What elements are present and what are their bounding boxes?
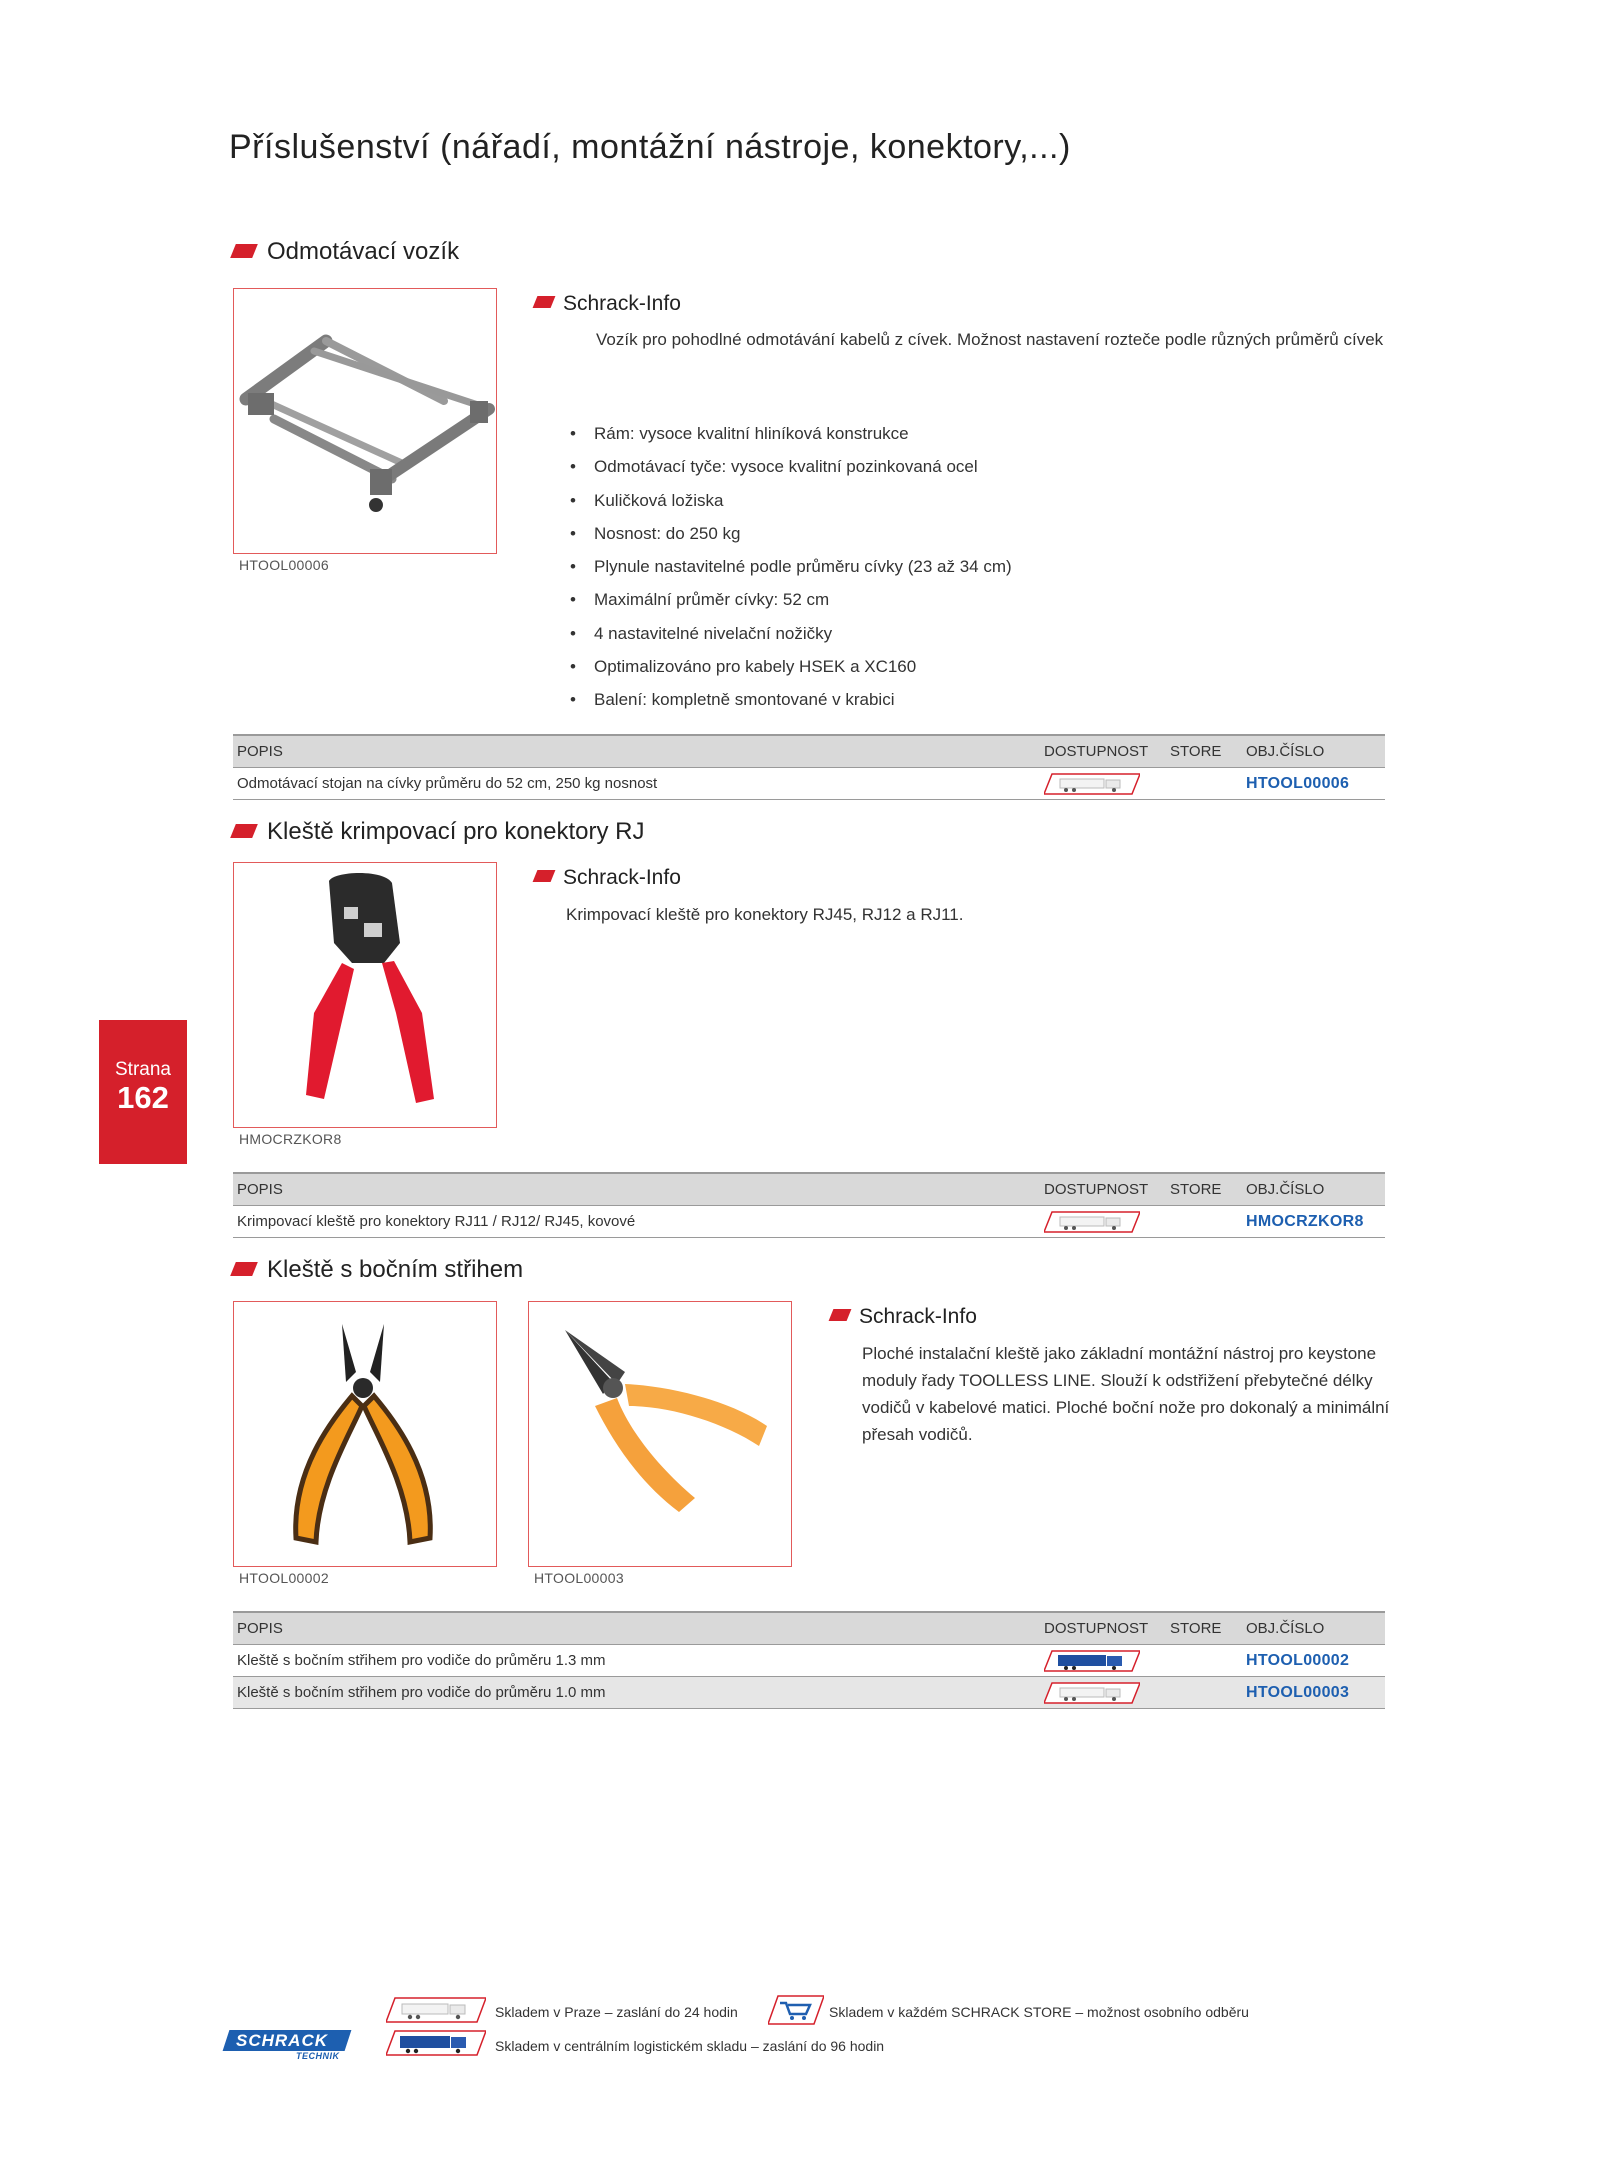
col-popis: POPIS bbox=[233, 1173, 1040, 1206]
side-cutter-illustration bbox=[529, 1302, 791, 1566]
table-row bbox=[233, 768, 1385, 800]
strana-label: Strana bbox=[115, 1059, 171, 1080]
side-cutter-illustration bbox=[234, 1302, 496, 1566]
product-code: HTOOL00003 bbox=[534, 1570, 624, 1586]
row-popis: Odmotávací stojan na cívky průměru do 52 cm, 250 kg nosnost bbox=[233, 768, 1040, 800]
row-obj-code[interactable]: HMOCRZKOR8 bbox=[1242, 1206, 1385, 1238]
section-marker-icon bbox=[230, 1262, 258, 1276]
col-dostupnost: DOSTUPNOST bbox=[1040, 1173, 1166, 1206]
availability-prague-truck-icon bbox=[1040, 768, 1166, 800]
info-marker-icon bbox=[533, 296, 556, 308]
list-item: • Plynule nastavitelné podle průměru cívky (23 až 34 cm) bbox=[570, 550, 1330, 583]
table-row bbox=[233, 1206, 1385, 1238]
product-image-crimping-tool bbox=[233, 862, 497, 1128]
schrack-logo bbox=[226, 2030, 350, 2064]
list-item: • Optimalizováno pro kabely HSEK a XC160 bbox=[570, 650, 1330, 683]
product-code: HTOOL00006 bbox=[239, 557, 329, 573]
section-title-krimpovaci-klesté bbox=[233, 818, 644, 846]
row-obj-code[interactable]: HTOOL00003 bbox=[1242, 1677, 1385, 1709]
col-popis: POPIS bbox=[233, 1612, 1040, 1645]
row-store bbox=[1166, 768, 1242, 800]
cable-reel-cart-illustration bbox=[234, 289, 496, 553]
info-description: Ploché instalační kleště jako základní montážní nástroj pro keystone moduly řady TOOLLESS LINE. Slouží k odstřižení přebytečné délky vodičů v kabelové matici. Ploché boční nože pro dokonalý a minimální přesah vodičů. bbox=[862, 1344, 1390, 1444]
strana-number: 162 bbox=[117, 1080, 169, 1115]
legend-prague: Skladem v Praze – zaslání do 24 hodin bbox=[495, 2004, 738, 2020]
crimping-tool-illustration bbox=[234, 863, 496, 1127]
table-row bbox=[233, 1645, 1385, 1677]
col-store: STORE bbox=[1166, 1173, 1242, 1206]
row-store bbox=[1166, 1206, 1242, 1238]
schrack-info-title: Schrack-Info bbox=[535, 292, 681, 316]
row-store bbox=[1166, 1677, 1242, 1709]
section-marker-icon bbox=[230, 244, 258, 258]
product-table bbox=[233, 1611, 1385, 1709]
product-table bbox=[233, 734, 1385, 800]
col-popis: POPIS bbox=[233, 735, 1040, 768]
page-title: Příslušenství (nářadí, montážní nástroje, konektory,...) bbox=[229, 128, 1071, 166]
legend-central: Skladem v centrálním logistickém skladu – zaslání do 96 hodin bbox=[495, 2038, 885, 2054]
row-popis: Kleště s bočním střihem pro vodiče do průměru 1.0 mm bbox=[233, 1677, 1040, 1709]
availability-central-truck-icon bbox=[1040, 1645, 1166, 1677]
legend-store: Skladem v každém SCHRACK STORE – možnost osobního odběru bbox=[829, 2004, 1249, 2020]
list-item: • Maximální průměr cívky: 52 cm bbox=[570, 583, 1330, 616]
availability-prague-truck-icon bbox=[1040, 1677, 1166, 1709]
product-table bbox=[233, 1172, 1385, 1238]
row-obj-code[interactable]: HTOOL00006 bbox=[1242, 768, 1385, 800]
section-title-text: Odmotávací vozík bbox=[267, 238, 460, 265]
row-popis: Kleště s bočním střihem pro vodiče do průměru 1.3 mm bbox=[233, 1645, 1040, 1677]
info-description: Krimpovací kleště pro konektory RJ45, RJ12 a RJ11. bbox=[566, 905, 964, 924]
product-image-side-cutter-1 bbox=[233, 1301, 497, 1567]
info-marker-icon bbox=[533, 870, 556, 882]
page-number-tab bbox=[99, 1020, 187, 1164]
product-image-cable-reel-cart bbox=[233, 288, 497, 554]
feature-list bbox=[570, 417, 1330, 717]
row-store bbox=[1166, 1645, 1242, 1677]
list-item: • Nosnost: do 250 kg bbox=[570, 517, 1330, 550]
section-title-klesté-bocni-strih bbox=[233, 1256, 523, 1284]
section-title-text: Kleště s bočním střihem bbox=[267, 1256, 524, 1283]
col-store: STORE bbox=[1166, 735, 1242, 768]
col-dostupnost: DOSTUPNOST bbox=[1040, 1612, 1166, 1645]
store-cart-icon bbox=[768, 1995, 824, 2025]
table-header-row bbox=[233, 735, 1385, 768]
availability-prague-truck-icon bbox=[1040, 1206, 1166, 1238]
logo-text: SCHRACK bbox=[236, 2031, 328, 2050]
col-store: STORE bbox=[1166, 1612, 1242, 1645]
section-title-text: Kleště krimpovací pro konektory RJ bbox=[267, 818, 645, 845]
logo-subtext: TECHNIK bbox=[296, 2051, 340, 2061]
list-item: • Balení: kompletně smontované v krabici bbox=[570, 683, 1330, 716]
section-marker-icon bbox=[230, 824, 258, 838]
product-code: HMOCRZKOR8 bbox=[239, 1131, 342, 1147]
col-dostupnost: DOSTUPNOST bbox=[1040, 735, 1166, 768]
info-marker-icon bbox=[829, 1309, 852, 1321]
list-item: • 4 nastavitelné nivelační nožičky bbox=[570, 617, 1330, 650]
product-code: HTOOL00002 bbox=[239, 1570, 329, 1586]
table-header-row bbox=[233, 1173, 1385, 1206]
table-header-row bbox=[233, 1612, 1385, 1645]
section-title-odmotavaci-vozik bbox=[233, 238, 459, 266]
col-obj: OBJ.ČÍSLO bbox=[1242, 735, 1385, 768]
list-item: • Odmotávací tyče: vysoce kvalitní pozinkovaná ocel bbox=[570, 450, 1330, 483]
row-popis: Krimpovací kleště pro konektory RJ11 / RJ12/ RJ45, kovové bbox=[233, 1206, 1040, 1238]
list-item: • Rám: vysoce kvalitní hliníková konstrukce bbox=[570, 417, 1330, 450]
table-row bbox=[233, 1677, 1385, 1709]
list-item: • Kuličková ložiska bbox=[570, 484, 1330, 517]
product-image-side-cutter-2 bbox=[528, 1301, 792, 1567]
schrack-info-title: Schrack-Info bbox=[535, 866, 681, 890]
central-warehouse-truck-icon bbox=[386, 2030, 486, 2056]
schrack-info-title: Schrack-Info bbox=[831, 1305, 977, 1329]
col-obj: OBJ.ČÍSLO bbox=[1242, 1612, 1385, 1645]
info-description: Vozík pro pohodlné odmotávání kabelů z cívek. Možnost nastavení rozteče podle různých průměrů cívek bbox=[596, 330, 1384, 349]
prague-truck-icon bbox=[386, 1997, 486, 2023]
col-obj: OBJ.ČÍSLO bbox=[1242, 1173, 1385, 1206]
row-obj-code[interactable]: HTOOL00002 bbox=[1242, 1645, 1385, 1677]
